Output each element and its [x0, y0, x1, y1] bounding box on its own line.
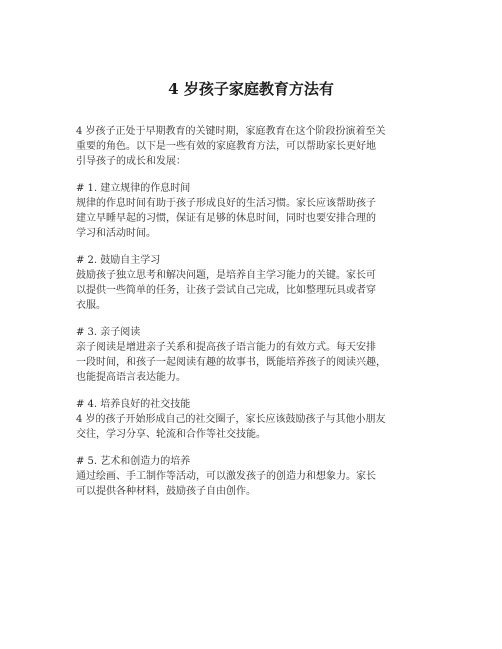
section-3	[76, 325, 436, 385]
section-line: 衣服。	[76, 300, 106, 311]
section-2	[76, 253, 436, 313]
section-line: 可以提供各种材料，鼓励孩子自由创作。	[76, 486, 256, 497]
intro-line: 重要的角色。以下是一些有效的家庭教育方法，可以帮助家长更好地	[76, 141, 376, 152]
section-line: 建立早睡早起的习惯，保证有足够的休息时间，同时也要安排合理的	[76, 213, 376, 224]
document-title: 4 岁孩子家庭教育方法有	[168, 80, 334, 98]
document-body	[76, 124, 436, 499]
section-line: 一段时间，和孩子一起阅读有趣的故事书，既能培养孩子的阅读兴趣，	[76, 357, 386, 368]
section-line: 规律的作息时间有助于孩子形成良好的生活习惯。家长应该帮助孩子	[76, 198, 376, 209]
section-line: 学习和活动时间。	[76, 228, 156, 239]
spacer	[76, 241, 436, 253]
spacer	[76, 385, 436, 397]
section-line: 亲子阅读是增进亲子关系和提高孩子语言能力的有效方式。每天安排	[76, 342, 376, 353]
section-line: 以提供一些简单的任务，让孩子尝试自己完成，比如整理玩具或者穿	[76, 285, 376, 296]
section-4	[76, 397, 436, 442]
section-heading: # 5. 艺术和创造力的培养	[76, 456, 191, 467]
spacer	[76, 169, 436, 181]
section-line: 通过绘画、手工制作等活动，可以激发孩子的创造力和想象力。家长	[76, 471, 376, 482]
section-heading: # 1. 建立规律的作息时间	[76, 183, 191, 194]
section-line: 4 岁的孩子开始形成自己的社交圈子，家长应该鼓励孩子与其他小朋友	[76, 414, 386, 425]
spacer	[76, 313, 436, 325]
spacer	[76, 442, 436, 454]
section-heading: # 3. 亲子阅读	[76, 327, 141, 338]
intro-line: 引导孩子的成长和发展：	[76, 156, 186, 167]
intro-paragraph	[76, 124, 436, 169]
section-heading: # 2. 鼓励自主学习	[76, 255, 161, 266]
section-heading: # 4. 培养良好的社交技能	[76, 399, 191, 410]
section-5	[76, 454, 436, 499]
section-line: 也能提高语言表达能力。	[76, 372, 186, 383]
section-line: 交往，学习分享、轮流和合作等社交技能。	[76, 429, 266, 440]
section-1	[76, 181, 436, 241]
intro-line: 4 岁孩子正处于早期教育的关键时期，家庭教育在这个阶段扮演着至关	[76, 126, 386, 137]
section-line: 鼓励孩子独立思考和解决问题，是培养自主学习能力的关键。家长可	[76, 270, 376, 281]
